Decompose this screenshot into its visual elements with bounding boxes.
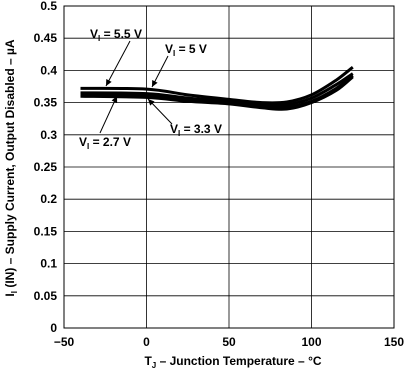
x-tick-label: 50 bbox=[222, 335, 236, 349]
grid bbox=[64, 6, 394, 328]
series-label-5v5: $V_I = 5.5$ V bbox=[90, 27, 142, 43]
annotation-arrow-line bbox=[106, 41, 130, 86]
y-tick-label: 0.4 bbox=[40, 63, 57, 78]
x-axis-label: $T_J$ – Junction Temperature – °C bbox=[144, 354, 322, 370]
y-tick-label: 0.25 bbox=[33, 160, 57, 174]
y-tick-label: 0.05 bbox=[33, 288, 57, 303]
y-tick-label: 0.3 bbox=[40, 127, 57, 142]
series-label-2v7: $V_I = 2.7$ V bbox=[79, 135, 131, 151]
x-tick-label: −50 bbox=[53, 335, 75, 349]
y-axis-label: $I_I$ (IN) – Supply Current, Output Disabled – µA bbox=[3, 39, 19, 297]
series-label-3v3: $V_I = 3.3$ V bbox=[170, 122, 222, 138]
y-tick-label: 0.35 bbox=[33, 95, 57, 110]
y-tick-label: 0.5 bbox=[40, 0, 57, 13]
y-tick-label: 0 bbox=[50, 321, 57, 335]
y-tick-label: 0.1 bbox=[40, 256, 57, 271]
series-label-5v: $V_I = 5$ V bbox=[165, 42, 207, 58]
x-tick-label: 150 bbox=[383, 335, 404, 349]
y-tick-labels bbox=[34, 0, 58, 335]
x-tick-label: 0 bbox=[143, 335, 150, 349]
x-tick-labels bbox=[54, 335, 404, 349]
x-tick-label: 100 bbox=[301, 335, 322, 349]
y-tick-label: 0.45 bbox=[33, 31, 57, 46]
y-tick-label: 0.2 bbox=[40, 192, 57, 207]
y-tick-label: 0.15 bbox=[33, 224, 57, 239]
